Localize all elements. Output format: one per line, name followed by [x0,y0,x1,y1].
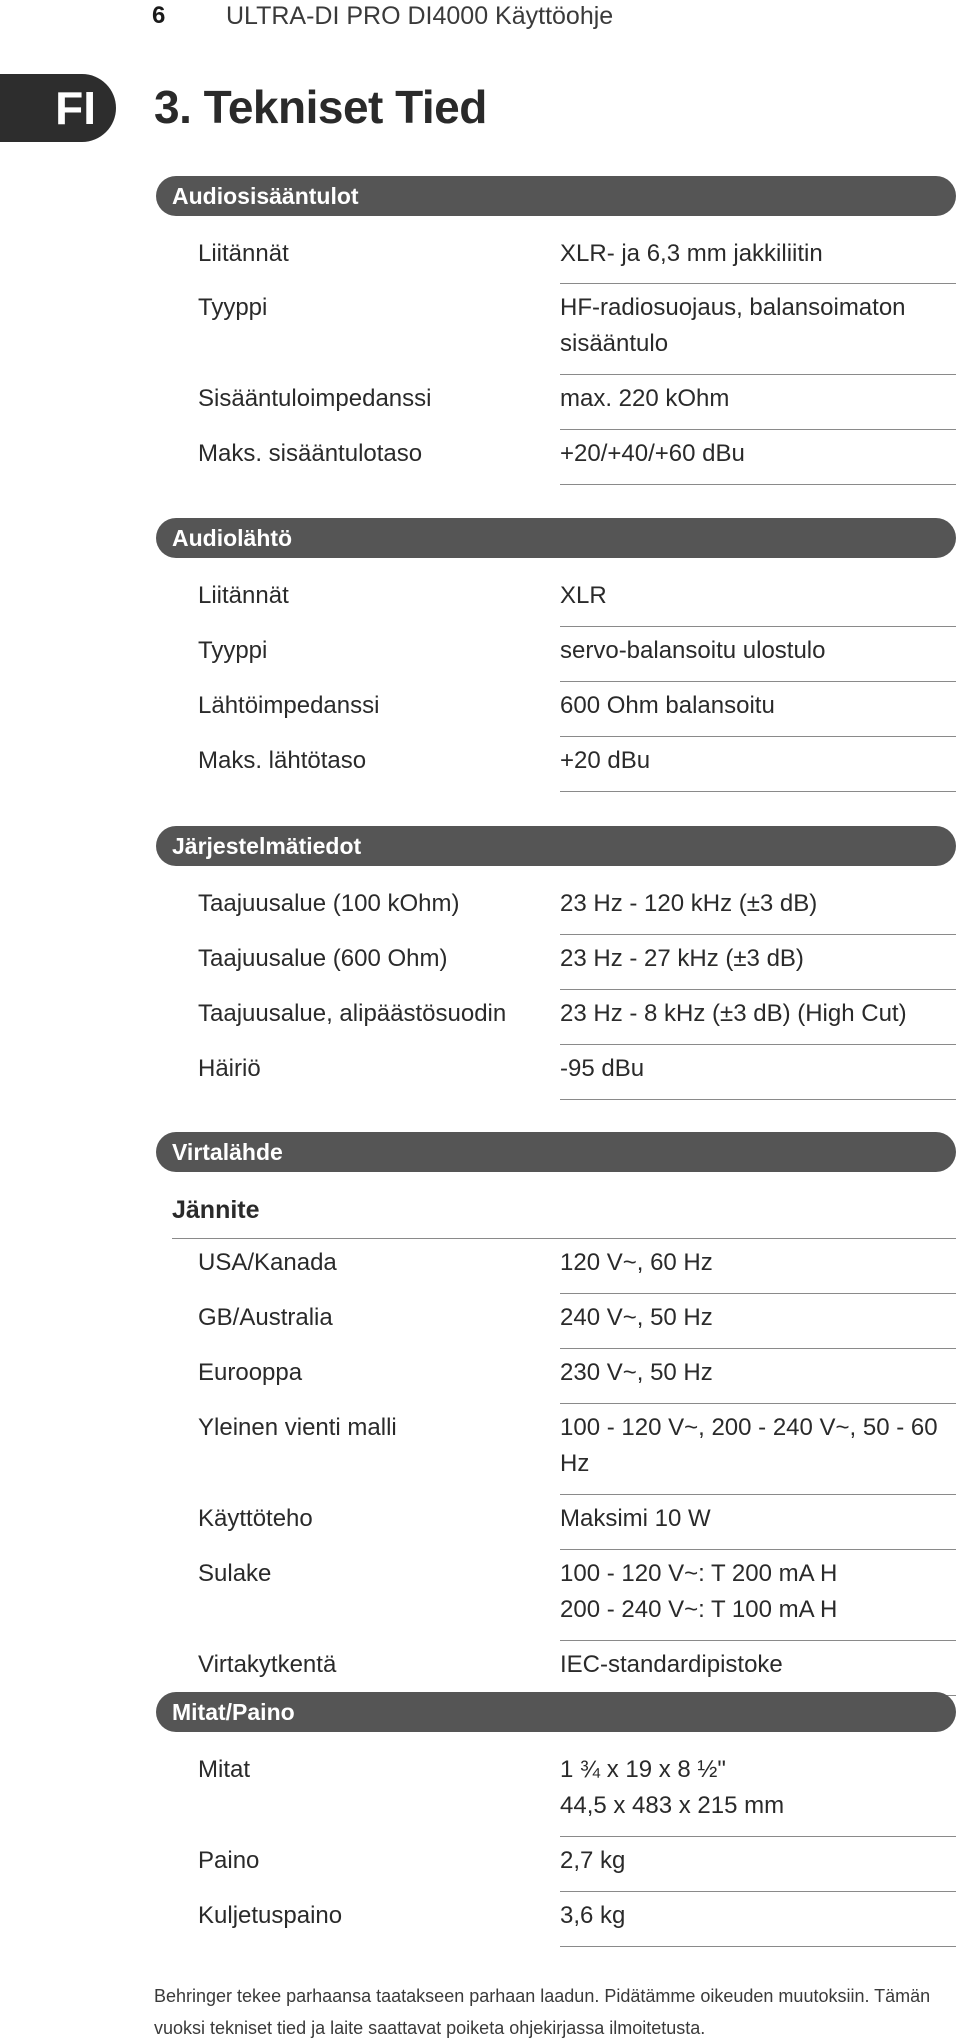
spec-value: 3,6 kg [560,1892,956,1947]
spec-value: 240 V~, 50 Hz [560,1294,956,1349]
spec-list [156,1186,956,1696]
spec-label: Liitännät [198,582,289,609]
spec-row [198,990,956,1045]
spec-list [156,880,956,1100]
spec-row [198,430,956,485]
section-title-bar: Järjestelmätiedot [156,826,956,866]
spec-value: Maksimi 10 W [560,1495,956,1550]
spec-row [198,1837,956,1892]
page-heading: 3. Tekniset Tied [154,81,487,133]
spec-label: Taajuusalue (600 Ohm) [198,945,448,972]
section-audio-inputs [156,176,956,485]
spec-row [198,880,956,935]
page-number: 6 [152,2,166,29]
spec-label: USA/Kanada [198,1249,337,1276]
section-system-data [156,826,956,1100]
section-title-bar: Audiosisääntulot [156,176,956,216]
spec-row [198,230,956,284]
spec-label: Maks. lähtötaso [198,747,367,774]
page-header [0,0,960,40]
spec-row [198,627,956,682]
footer-disclaimer: Behringer tekee parhaansa taatakseen parhaan laadun. Pidätämme oikeuden muutoksiin. Tämän vuoksi tekniset tied ja laite saattavat poiketa ohjekirjassa ilmoitetusta. [154,1986,931,2038]
spec-label: Tyyppi [198,637,268,664]
spec-value: XLR- ja 6,3 mm jakkiliitin [560,230,956,284]
spec-value: XLR [560,572,956,627]
spec-label: Maks. sisääntulotaso [198,440,423,467]
spec-row [198,1746,956,1837]
spec-value: 1 ¾ x 19 x 8 ½" 44,5 x 483 x 215 mm [560,1746,956,1837]
section-title-bar: Virtalähde [156,1132,956,1172]
spec-list [156,1746,956,1947]
section-power-supply [156,1132,956,1696]
spec-value: -95 dBu [560,1045,956,1100]
spec-value: 100 - 120 V~: T 200 mA H 200 - 240 V~: T 100 mA H [560,1550,956,1641]
spec-label: Sulake [198,1560,272,1587]
spec-value: 100 - 120 V~, 200 - 240 V~, 50 - 60 Hz [560,1404,956,1495]
spec-row [198,1239,956,1294]
spec-row [198,1404,956,1495]
spec-label: Lähtöimpedanssi [198,692,380,719]
spec-label: Tyyppi [198,294,268,321]
spec-label: Käyttöteho [198,1505,313,1532]
spec-value: 230 V~, 50 Hz [560,1349,956,1404]
section-dimensions-weight [156,1692,956,1947]
spec-value: 120 V~, 60 Hz [560,1239,956,1294]
spec-value: +20 dBu [560,737,956,792]
spec-row [198,284,956,375]
section-audio-output [156,518,956,792]
language-tab: FI [0,74,116,142]
spec-row [198,1550,956,1641]
spec-row [198,375,956,430]
spec-value: servo-balansoitu ulostulo [560,627,956,682]
spec-value: 23 Hz - 27 kHz (±3 dB) [560,935,956,990]
spec-value: 23 Hz - 120 kHz (±3 dB) [560,880,956,935]
spec-label: Taajuusalue (100 kOhm) [198,890,460,917]
spec-value: max. 220 kOhm [560,375,956,430]
spec-list [156,230,956,485]
spec-value: 23 Hz - 8 kHz (±3 dB) (High Cut) [560,990,956,1045]
spec-row [198,572,956,627]
spec-label: Häiriö [198,1055,261,1082]
spec-row [198,1294,956,1349]
spec-row [198,1495,956,1550]
spec-value: 2,7 kg [560,1837,956,1892]
spec-row [198,935,956,990]
spec-label: Mitat [198,1756,251,1783]
voltage-subheading: Jännite [172,1186,956,1239]
spec-value: +20/+40/+60 dBu [560,430,956,485]
spec-label: GB/Australia [198,1304,333,1331]
spec-row [198,1349,956,1404]
spec-label: Virtakytkentä [198,1651,337,1678]
spec-row [198,682,956,737]
spec-row [198,1045,956,1100]
section-title-bar: Mitat/Paino [156,1692,956,1732]
spec-row [198,1641,956,1696]
spec-value: 600 Ohm balansoitu [560,682,956,737]
spec-row [198,1892,956,1947]
document-title: ULTRA-DI PRO DI4000 Käyttöohje [226,2,614,30]
spec-label: Liitännät [198,240,289,267]
spec-label: Taajuusalue, alipäästösuodin [198,1000,507,1027]
spec-row [198,737,956,792]
section-title-bar: Audiolähtö [156,518,956,558]
spec-value: HF-radiosuojaus, balansoimaton sisääntulo [560,284,956,375]
spec-label: Eurooppa [198,1359,303,1386]
spec-value: IEC-standardipistoke [560,1641,956,1696]
spec-label: Paino [198,1847,260,1874]
spec-list [156,572,956,792]
spec-label: Sisääntuloimpedanssi [198,385,432,412]
spec-label: Yleinen vienti malli [198,1414,397,1441]
spec-label: Kuljetuspaino [198,1902,343,1929]
